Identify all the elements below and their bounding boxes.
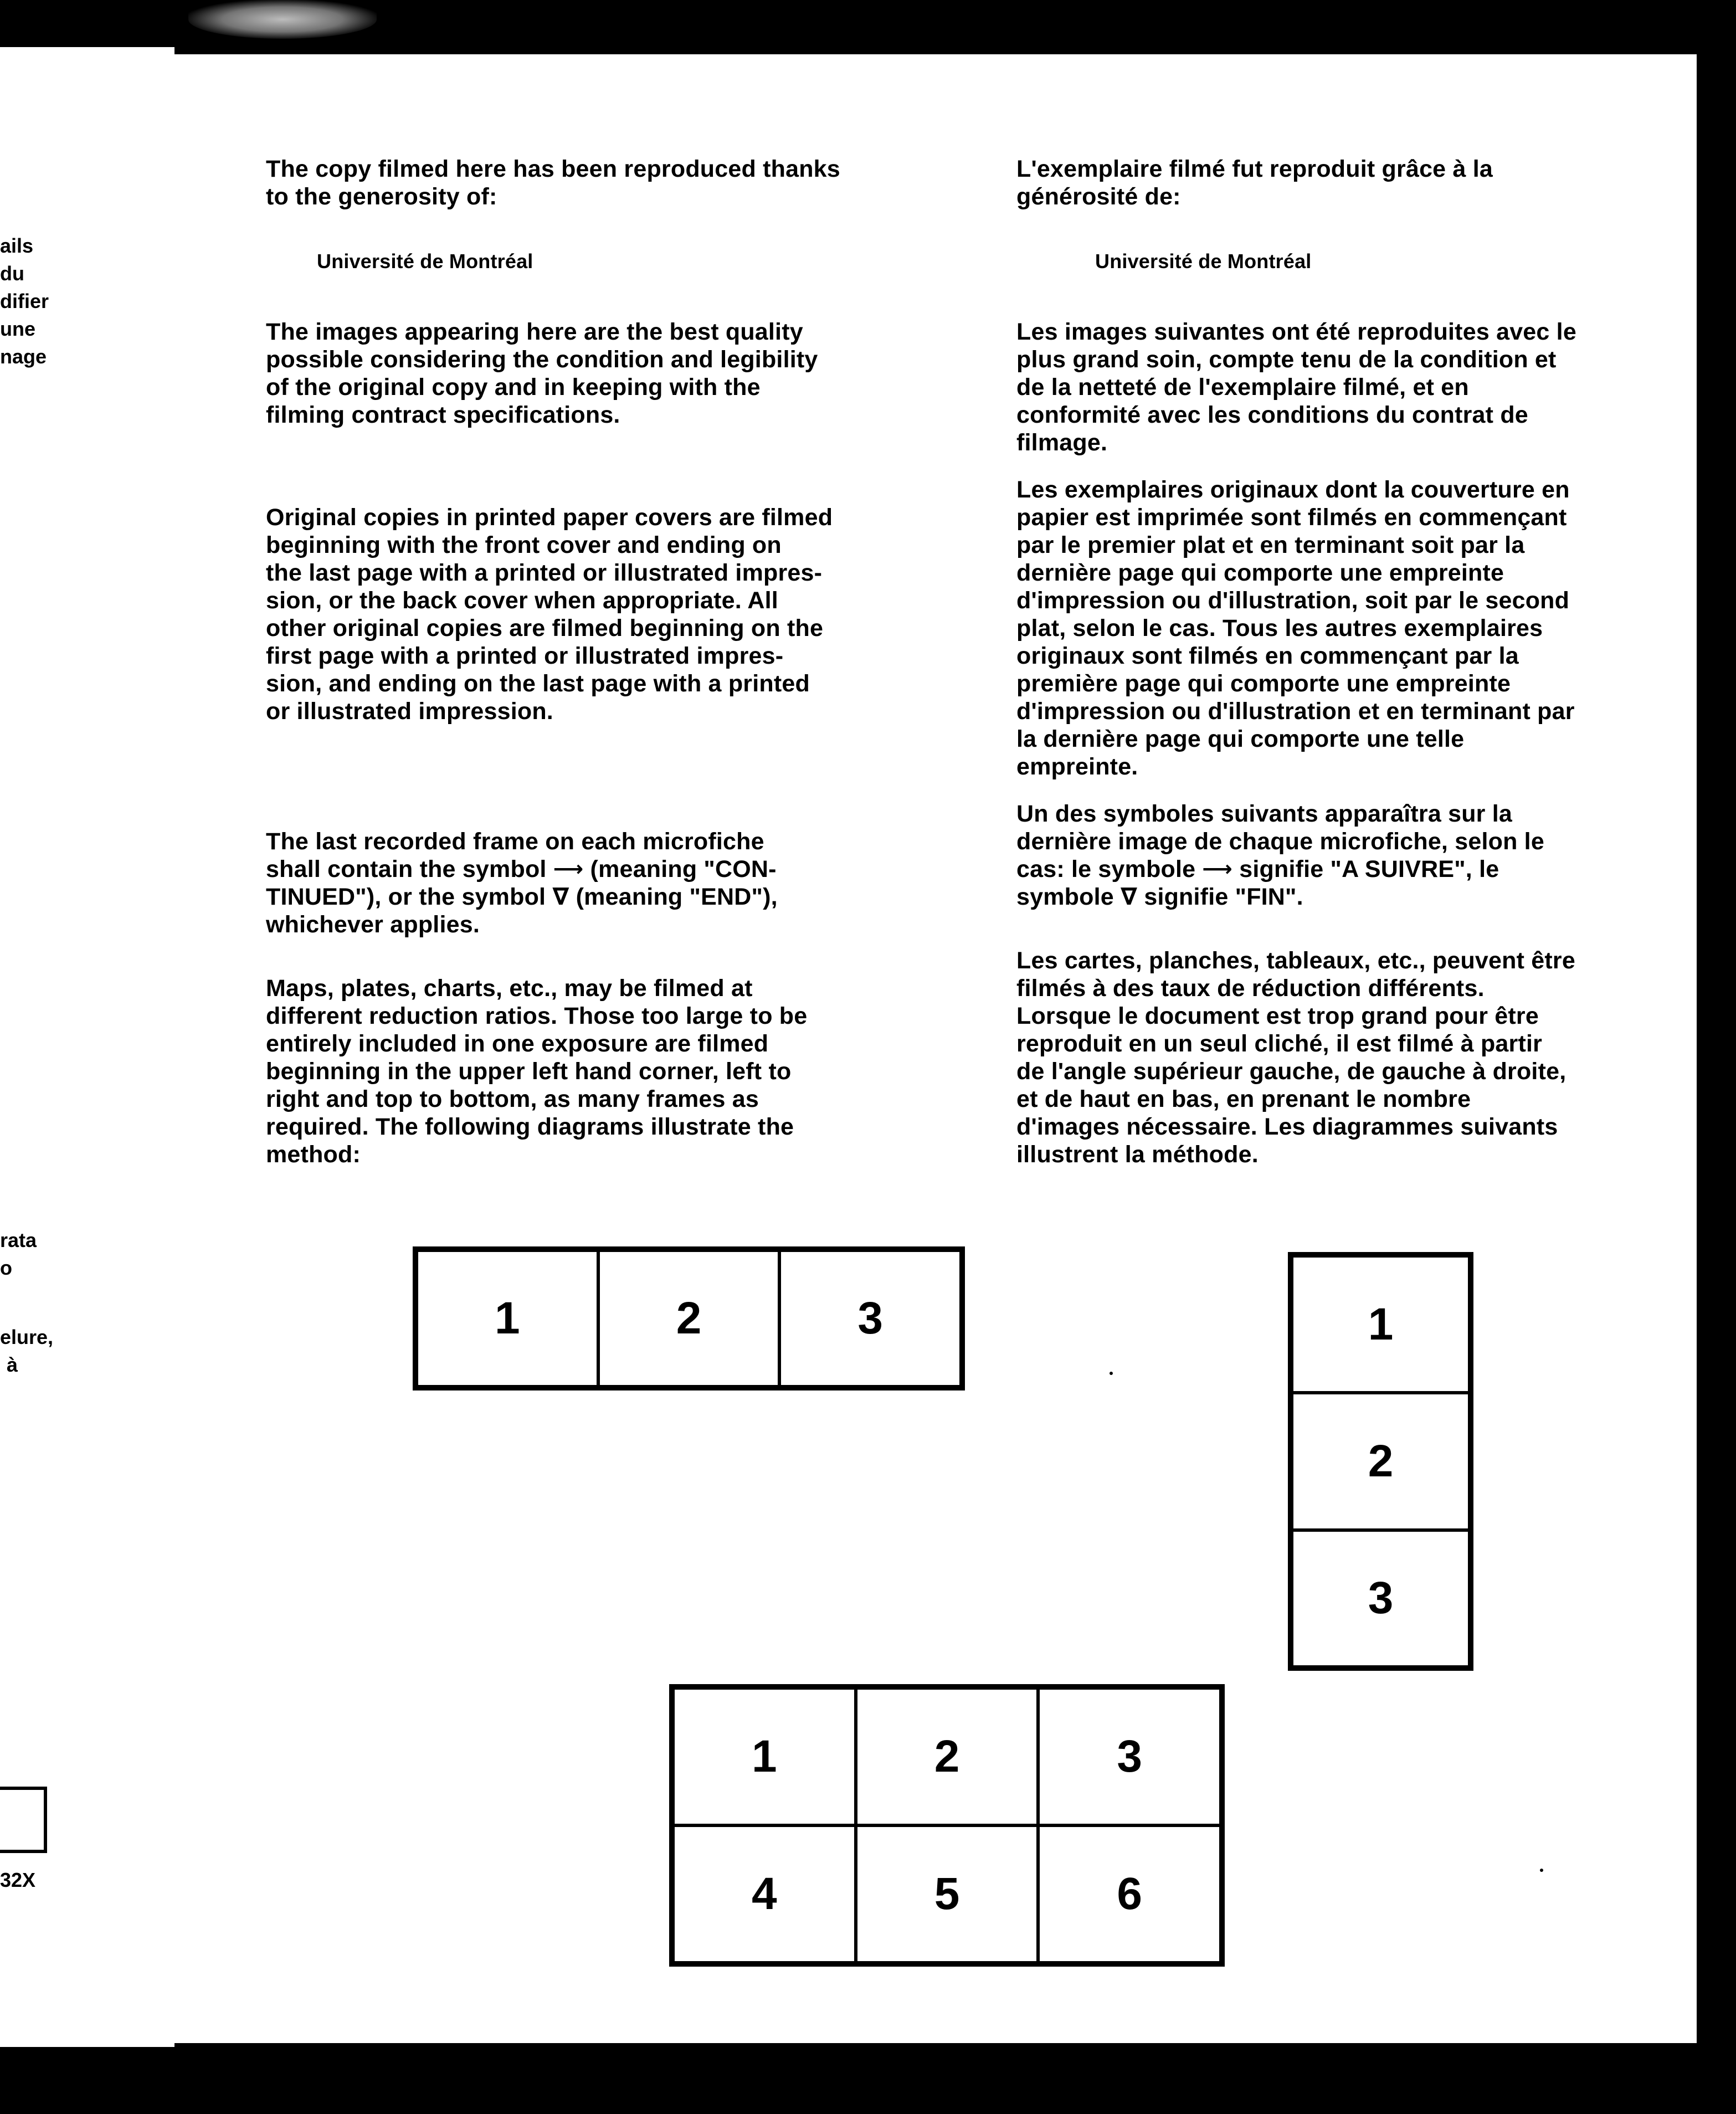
dust-speck [1540,1869,1543,1872]
english-quality: The images appearing here are the best quality possible considering the condition and legibility of the original copy and in keeping with the filming contract specifications. [266,319,818,428]
triangle-icon: ∇ [552,884,569,910]
fragment-text: à [7,1353,18,1376]
fragment-text: o [0,1256,12,1279]
vertical-frame-diagram [1288,1252,1473,1671]
french-quality: Les images suivantes ont été reproduites avec le plus grand soin, compte tenu de la condition et de la netteté de l'exemplaire filmé, et en conformité avec les conditions du contrat de filmage. [1016,319,1576,456]
frame-cell: 2 [856,1688,1039,1825]
english-symbols-text: The last recorded frame on each microfiche shall contain the symbol [266,828,764,882]
previous-page-edge [0,47,174,2047]
french-symbols [1016,800,1681,911]
arrow-icon: ⟶ [1202,858,1233,881]
french-originals: Les exemplaires originaux dont la couverture en papier est imprimée sont filmés en commençant par le premier plat et en terminant soit par la dernière page qui comporte une empreinte d'impression ou d'illustration, soit par le second plat, selon le cas. Tous les autres exemplaires originaux sont filmés en commençant par la première page qui comporte une empreinte d'impression ou d'illustration et en terminant par la dernière page qui comporte une telle empreinte. [1016,476,1575,780]
fragment-text: rata [0,1229,37,1251]
dust-speck [1110,1372,1113,1375]
french-column [1016,155,1681,1168]
reduction-box [0,1787,47,1853]
fragment-text: 32X [0,1869,36,1891]
main-page [174,54,1697,2043]
english-intro: The copy filmed here has been reproduced thanks to the generosity of: [266,156,840,210]
frame-cell: 1 [1292,1256,1470,1393]
fragment-text: elure, [0,1326,54,1348]
frame-cell: 1 [673,1688,856,1825]
english-originals: Original copies in printed paper covers are filmed beginning with the front cover and ending on the last page with a printed or illustrated impres- sion, or the back cover when appropriate. All other original copies are filmed beginning on the first page with a printed or illustrated impres- sion, and ending on the last page with a printed or illustrated impression. [266,504,833,725]
frame-cell: 5 [856,1825,1039,1963]
french-symbols-text: signifie "FIN". [1137,884,1303,910]
french-intro: L'exemplaire filmé fut reproduit grâce à la générosité de: [1016,156,1493,210]
fragment-text: une [0,317,36,340]
french-symbols-text: signifie "A SUIVRE", le symbole [1016,856,1499,910]
frame-cell: 2 [1292,1393,1470,1530]
frame-cell: 3 [1292,1530,1470,1667]
fragment-text: du [0,262,24,285]
fragment-text: nage [0,345,47,368]
frame-cell: 4 [673,1825,856,1963]
frame-cell: 2 [598,1250,780,1387]
french-maps: Les cartes, planches, tableaux, etc., peuvent être filmés à des taux de réduction différents. Lorsque le document est trop grand pour être reproduit en un seul cliché, il est filmé à partir de l'angle supérieur gauche, de gauche à droite, et de haut en bas, en prenant le nombre d'images nécessaire. Les diagrammes suivants illustrent la méthode. [1016,947,1575,1168]
triangle-icon: ∇ [1121,884,1138,910]
english-symbols [266,828,925,938]
frame-cell: 6 [1038,1825,1221,1963]
french-symbols-text: Un des symboles suivants apparaîtra sur la dernière image de chaque microfiche, selon le cas: le symbole [1016,801,1544,882]
english-symbols-text: (meaning "END"), whichever applies. [266,884,778,938]
arrow-icon: ⟶ [553,858,584,881]
frame-cell: 1 [417,1250,598,1387]
fragment-text: ails [0,234,34,257]
fragment-text: difier [0,290,49,312]
frame-cell: 3 [1038,1688,1221,1825]
horizontal-frame-diagram [413,1246,965,1390]
english-symbols-text: (meaning "CON- TINUED"), or the symbol [266,856,777,910]
frame-cell: 3 [779,1250,961,1387]
english-column [266,155,925,1168]
grid-frame-diagram [669,1684,1225,1967]
french-library: Université de Montréal [1095,250,1312,273]
film-smudge [188,0,377,39]
english-library: Université de Montréal [317,250,533,273]
english-maps: Maps, plates, charts, etc., may be filmed at different reduction ratios. Those too large to be entirely included in one exposure are filmed beginning in the upper left hand corner, left to right and top to bottom, as many frames as required. The following diagrams illustrate the method: [266,975,808,1168]
